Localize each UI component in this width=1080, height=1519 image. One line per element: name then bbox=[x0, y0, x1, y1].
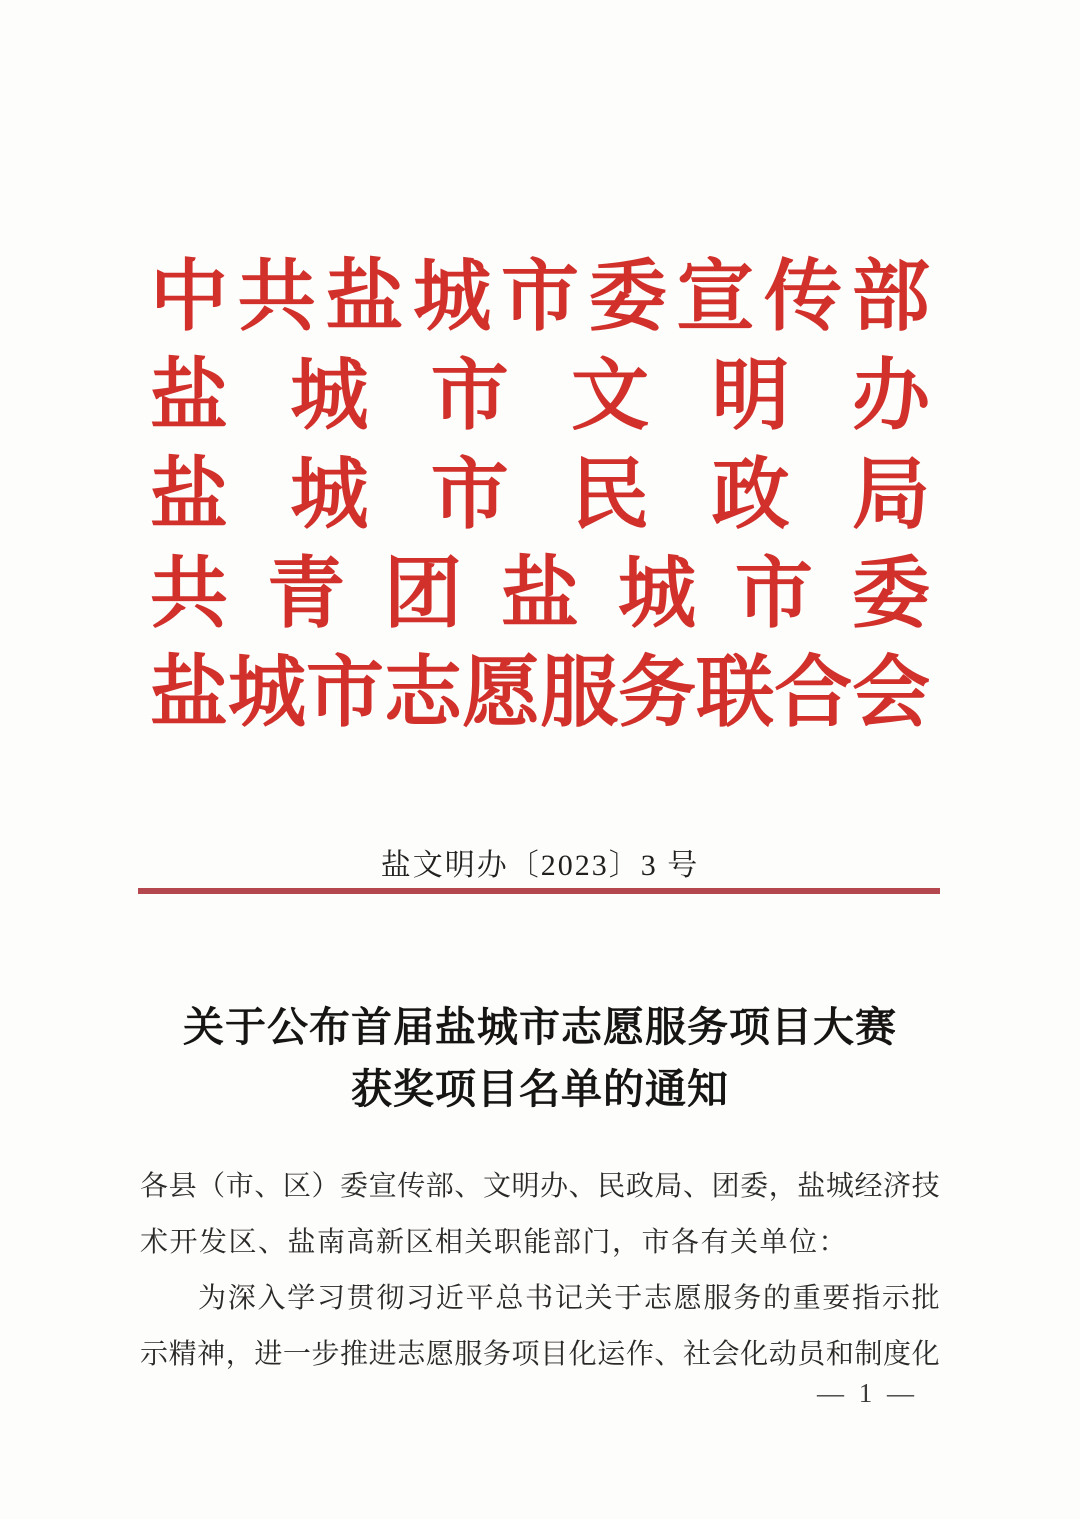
char: 局 bbox=[654, 1171, 683, 1202]
char: 作 bbox=[625, 1339, 654, 1370]
char: 愿 bbox=[462, 648, 541, 736]
document-title bbox=[0, 996, 1080, 1120]
char: 市 bbox=[430, 351, 509, 439]
char: 区 bbox=[282, 1171, 311, 1202]
char: 和 bbox=[825, 1339, 854, 1370]
char: 城 bbox=[290, 351, 369, 439]
char: 化 bbox=[568, 1339, 597, 1370]
char: 于 bbox=[614, 1283, 643, 1314]
char: 传 bbox=[764, 252, 843, 340]
char: 神 bbox=[197, 1339, 226, 1370]
char: 市 bbox=[430, 450, 509, 538]
char: 书 bbox=[525, 1283, 554, 1314]
document-title-line-2: 获奖项目名单的通知 bbox=[351, 1066, 729, 1112]
char: 步 bbox=[311, 1339, 340, 1370]
char: 务 bbox=[733, 1283, 762, 1314]
char: 市 bbox=[306, 648, 385, 736]
char: 明 bbox=[511, 1171, 540, 1202]
char: 各 bbox=[140, 1171, 169, 1202]
char: 会 bbox=[711, 1339, 740, 1370]
char: 度 bbox=[883, 1339, 912, 1370]
char: 中 bbox=[150, 252, 229, 340]
char: 社 bbox=[682, 1339, 711, 1370]
char: （ bbox=[197, 1171, 226, 1202]
char: 志 bbox=[397, 1339, 426, 1370]
char: 平 bbox=[465, 1283, 494, 1314]
char: 、 bbox=[254, 1171, 283, 1202]
char: 运 bbox=[597, 1339, 626, 1370]
char: 办 bbox=[540, 1171, 569, 1202]
char: 城 bbox=[617, 549, 696, 637]
char: 委 bbox=[340, 1171, 369, 1202]
char: 习 bbox=[316, 1283, 345, 1314]
char: 委 bbox=[588, 252, 667, 340]
page-number: — 1 — bbox=[817, 1378, 918, 1408]
char: 盐 bbox=[150, 648, 229, 736]
char: 记 bbox=[554, 1283, 583, 1314]
char: 县 bbox=[168, 1171, 197, 1202]
char: 示 bbox=[881, 1283, 910, 1314]
char: 习 bbox=[406, 1283, 435, 1314]
char: 推 bbox=[340, 1339, 369, 1370]
char: 动 bbox=[768, 1339, 797, 1370]
letterhead-org-line-3 bbox=[150, 438, 930, 537]
document-body bbox=[140, 1156, 940, 1380]
char: 总 bbox=[495, 1283, 524, 1314]
char: 青 bbox=[266, 549, 345, 637]
char: 务 bbox=[618, 648, 697, 736]
char: ） bbox=[311, 1171, 340, 1202]
char: 化 bbox=[740, 1339, 769, 1370]
char: 宣 bbox=[676, 252, 755, 340]
char: 服 bbox=[454, 1339, 483, 1370]
char: 精 bbox=[168, 1339, 197, 1370]
char: 局 bbox=[851, 450, 930, 538]
char: 经 bbox=[854, 1171, 883, 1202]
char: 的 bbox=[762, 1283, 791, 1314]
red-divider-line bbox=[138, 888, 940, 894]
char: 、 bbox=[568, 1171, 597, 1202]
char: 、 bbox=[654, 1339, 683, 1370]
char: 彻 bbox=[376, 1283, 405, 1314]
letterhead bbox=[150, 240, 930, 735]
char: 民 bbox=[571, 450, 650, 538]
char: 市 bbox=[500, 252, 579, 340]
char: 市 bbox=[225, 1171, 254, 1202]
char: 重 bbox=[792, 1283, 821, 1314]
char: 为 bbox=[198, 1283, 227, 1314]
char: 服 bbox=[703, 1283, 732, 1314]
char: 示 bbox=[140, 1339, 169, 1370]
char: 深 bbox=[227, 1283, 256, 1314]
char: 明 bbox=[711, 351, 790, 439]
char: 委 bbox=[740, 1171, 769, 1202]
char: 团 bbox=[383, 549, 462, 637]
body-line-4 bbox=[140, 1324, 940, 1380]
char: 近 bbox=[435, 1283, 464, 1314]
char: 服 bbox=[540, 648, 619, 736]
char: 指 bbox=[852, 1283, 881, 1314]
char: 志 bbox=[384, 648, 463, 736]
char: 济 bbox=[883, 1171, 912, 1202]
char: 盐 bbox=[150, 450, 229, 538]
char: 盐 bbox=[325, 252, 404, 340]
body-line-1 bbox=[140, 1156, 940, 1212]
char: 城 bbox=[413, 252, 492, 340]
char: 城 bbox=[228, 648, 307, 736]
char: 城 bbox=[825, 1171, 854, 1202]
char: 会 bbox=[852, 648, 931, 736]
letterhead-org-line-1 bbox=[150, 240, 930, 339]
char: 办 bbox=[851, 351, 930, 439]
char: 盐 bbox=[797, 1171, 826, 1202]
char: 部 bbox=[851, 252, 930, 340]
char: 关 bbox=[584, 1283, 613, 1314]
char: 愿 bbox=[673, 1283, 702, 1314]
char: 化 bbox=[911, 1339, 940, 1370]
char: 贯 bbox=[346, 1283, 375, 1314]
char: 盐 bbox=[500, 549, 579, 637]
char: 民 bbox=[597, 1171, 626, 1202]
char: 志 bbox=[644, 1283, 673, 1314]
char: ， bbox=[225, 1339, 254, 1370]
char: 共 bbox=[150, 549, 229, 637]
char: 委 bbox=[851, 549, 930, 637]
char: 政 bbox=[625, 1171, 654, 1202]
char: 制 bbox=[854, 1339, 883, 1370]
letterhead-org-line-4 bbox=[150, 537, 930, 636]
char: 进 bbox=[254, 1339, 283, 1370]
document-number: 盐文明办〔2023〕3 号 bbox=[380, 849, 700, 882]
char: 、 bbox=[454, 1171, 483, 1202]
char: 团 bbox=[711, 1171, 740, 1202]
letterhead-org-line-2 bbox=[150, 339, 930, 438]
letterhead-org-line-5 bbox=[150, 636, 930, 735]
char: 项 bbox=[511, 1339, 540, 1370]
body-line-3 bbox=[140, 1268, 940, 1324]
char: 联 bbox=[696, 648, 775, 736]
char: 要 bbox=[822, 1283, 851, 1314]
char: 文 bbox=[482, 1171, 511, 1202]
char: 宣 bbox=[368, 1171, 397, 1202]
char: 务 bbox=[482, 1339, 511, 1370]
char: ， bbox=[768, 1171, 797, 1202]
char: 共 bbox=[237, 252, 316, 340]
char: 城 bbox=[290, 450, 369, 538]
char: 愿 bbox=[425, 1339, 454, 1370]
char: 传 bbox=[397, 1171, 426, 1202]
char: 政 bbox=[711, 450, 790, 538]
char: 员 bbox=[797, 1339, 826, 1370]
char: 盐 bbox=[150, 351, 229, 439]
char: 学 bbox=[287, 1283, 316, 1314]
char: 合 bbox=[774, 648, 853, 736]
char: 文 bbox=[571, 351, 650, 439]
char: 进 bbox=[368, 1339, 397, 1370]
char: 入 bbox=[257, 1283, 286, 1314]
char: 技 bbox=[911, 1171, 940, 1202]
body-line-2: 术开发区、盐南高新区相关职能部门，市各有关单位： bbox=[140, 1227, 849, 1258]
document-title-line-1: 关于公布首届盐城市志愿服务项目大赛 bbox=[183, 1004, 897, 1050]
char: 一 bbox=[282, 1339, 311, 1370]
char: 批 bbox=[911, 1283, 940, 1314]
char: 市 bbox=[734, 549, 813, 637]
char: 、 bbox=[682, 1171, 711, 1202]
char: 部 bbox=[425, 1171, 454, 1202]
char: 目 bbox=[540, 1339, 569, 1370]
